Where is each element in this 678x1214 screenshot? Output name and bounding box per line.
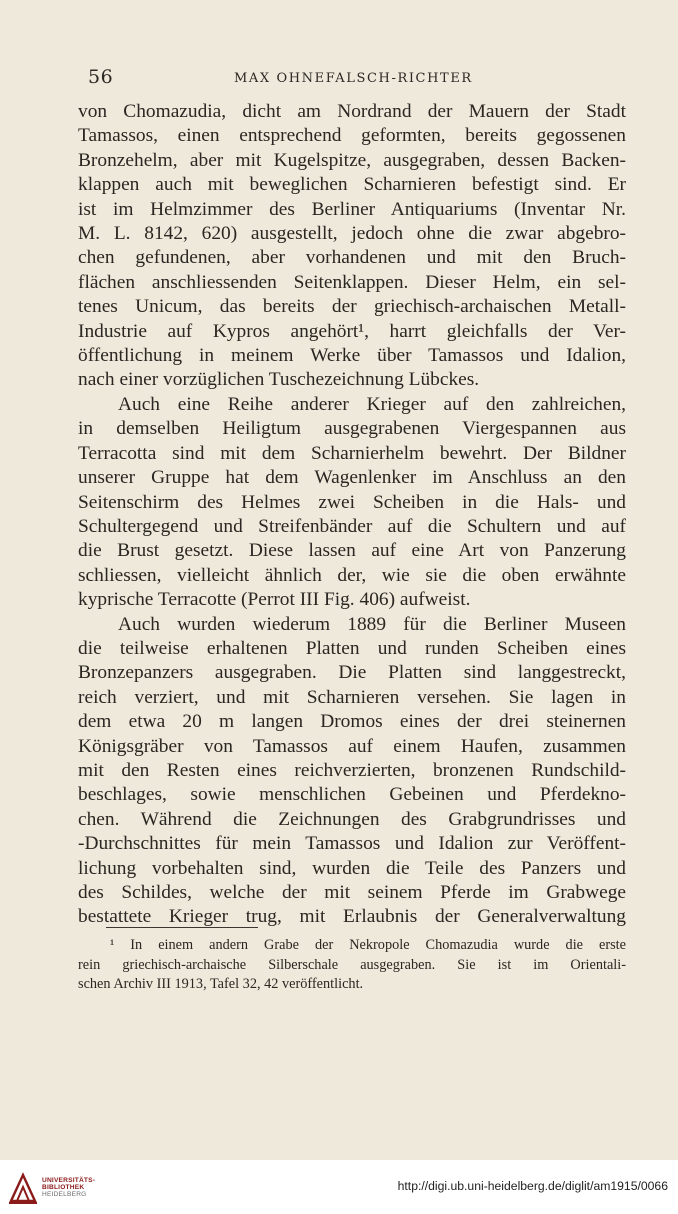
text-line: Bronzepanzers ausgegraben. Die Platten sind langgestreckt, bbox=[78, 662, 626, 684]
text-line: reich verziert, und mit Scharnieren versehen. Sie lagen in bbox=[78, 686, 626, 708]
text-line: klappen auch mit beweglichen Scharnieren befestigt sind. Er bbox=[78, 174, 626, 196]
body-text bbox=[78, 100, 626, 930]
source-url[interactable]: http://digi.ub.uni-heidelberg.de/diglit/am1915/0066 bbox=[397, 1179, 668, 1193]
text-line: Terracotta sind mit dem Scharnierhelm bewehrt. Der Bildner bbox=[78, 442, 626, 464]
text-line: flächen anschliessenden Seitenklappen. Dieser Helm, ein sel- bbox=[78, 271, 626, 293]
text-line: des Schildes, welche der mit seinem Pferde im Grabwege bbox=[78, 882, 626, 903]
footnote-line: schen Archiv III 1913, Tafel 32, 42 veröffentlicht. bbox=[78, 976, 364, 992]
text-line: -Durchschnittes für mein Tamassos und Idalion zur Veröffent- bbox=[78, 833, 626, 855]
text-line: Auch eine Reihe anderer Krieger auf den zahlreichen, bbox=[118, 393, 626, 415]
footnote-line: rein griechisch-archaische Silberschale ausgegraben. Sie ist im Orientali- bbox=[78, 956, 626, 973]
text-line: in demselben Heiligtum ausgegrabenen Viergespannen aus bbox=[78, 418, 626, 440]
text-line: M. L. 8142, 620) ausgestellt, jedoch ohne die zwar abgebro- bbox=[78, 223, 626, 245]
text-line: nach einer vorzüglichen Tuschezeichnung Lübckes. bbox=[78, 369, 480, 391]
text-line: Bronzehelm, aber mit Kugelspitze, ausgegraben, dessen Backen- bbox=[78, 149, 626, 171]
text-line: ist im Helmzimmer des Berliner Antiquariums (Inventar Nr. bbox=[78, 198, 626, 220]
footnote-rule bbox=[106, 927, 258, 928]
footer-bar bbox=[0, 1160, 678, 1214]
text-line: dem etwa 20 m langen Dromos eines der drei steinernen bbox=[78, 711, 626, 733]
page-number: 56 bbox=[88, 66, 114, 88]
text-line: Industrie auf Kypros angehört¹, harrt gleichfalls der Ver- bbox=[78, 320, 626, 342]
text-line: mit den Resten eines reichverzierten, bronzenen Rundschild- bbox=[78, 759, 626, 781]
footnote-line: ¹ In einem andern Grabe der Nekropole Chomazudia wurde die erste bbox=[110, 937, 626, 953]
page-header bbox=[88, 66, 638, 96]
text-line: bestattete Krieger trug, mit Erlaubnis der Generalverwaltung bbox=[78, 906, 626, 928]
text-line: die teilweise erhaltenen Platten und runden Scheiben eines bbox=[78, 637, 626, 659]
institution-line: HEIDELBERG bbox=[42, 1191, 87, 1199]
ub-heidelberg-logo-icon[interactable] bbox=[7, 1171, 39, 1205]
institution-line: UNIVERSITÄTS- bbox=[42, 1177, 96, 1184]
text-line: lichung vorbehalten sind, wurden die Teile des Panzers und bbox=[78, 857, 626, 879]
text-line: Schultergegend und Streifenbänder auf die Schultern und auf bbox=[78, 515, 626, 537]
text-line: chen. Während die Zeichnungen des Grabgrundrisses und bbox=[78, 808, 626, 830]
text-line: chen gefundenen, aber vorhandenen und mit den Bruch- bbox=[78, 247, 626, 269]
text-line: Königsgräber von Tamassos auf einem Haufen, zusammen bbox=[78, 735, 626, 757]
text-line: Seitenschirm des Helmes zwei Scheiben in die Hals- und bbox=[78, 491, 626, 513]
text-line: die Brust gesetzt. Diese lassen auf eine Art von Panzerung bbox=[78, 540, 626, 562]
text-line: beschlages, sowie menschlichen Gebeinen und Pferdekno- bbox=[78, 784, 626, 806]
footnote bbox=[78, 936, 626, 995]
text-line: von Chomazudia, dicht am Nordrand der Mauern der Stadt bbox=[78, 101, 626, 122]
institution-name bbox=[42, 1177, 95, 1199]
institution-line: BIBLIOTHEK bbox=[42, 1184, 85, 1192]
text-line: kyprische Terracotte (Perrot III Fig. 406) aufweist. bbox=[78, 589, 471, 611]
text-line: schliessen, vielleicht ähnlich der, wie sie die oben erwähnte bbox=[78, 564, 626, 586]
text-line: tenes Unicum, das bereits der griechisch-archaischen Metall- bbox=[78, 296, 626, 318]
text-line: unserer Gruppe hat dem Wagenlenker im Anschluss an den bbox=[78, 467, 626, 489]
text-line: öffentlichung in meinem Werke über Tamassos und Idalion, bbox=[78, 345, 626, 367]
text-line: Tamassos, einen entsprechend geformten, bereits gegossenen bbox=[78, 125, 626, 147]
text-line: Auch wurden wiederum 1889 für die Berliner Museen bbox=[118, 613, 626, 635]
running-head: MAX OHNEFALSCH-RICHTER bbox=[234, 71, 473, 86]
